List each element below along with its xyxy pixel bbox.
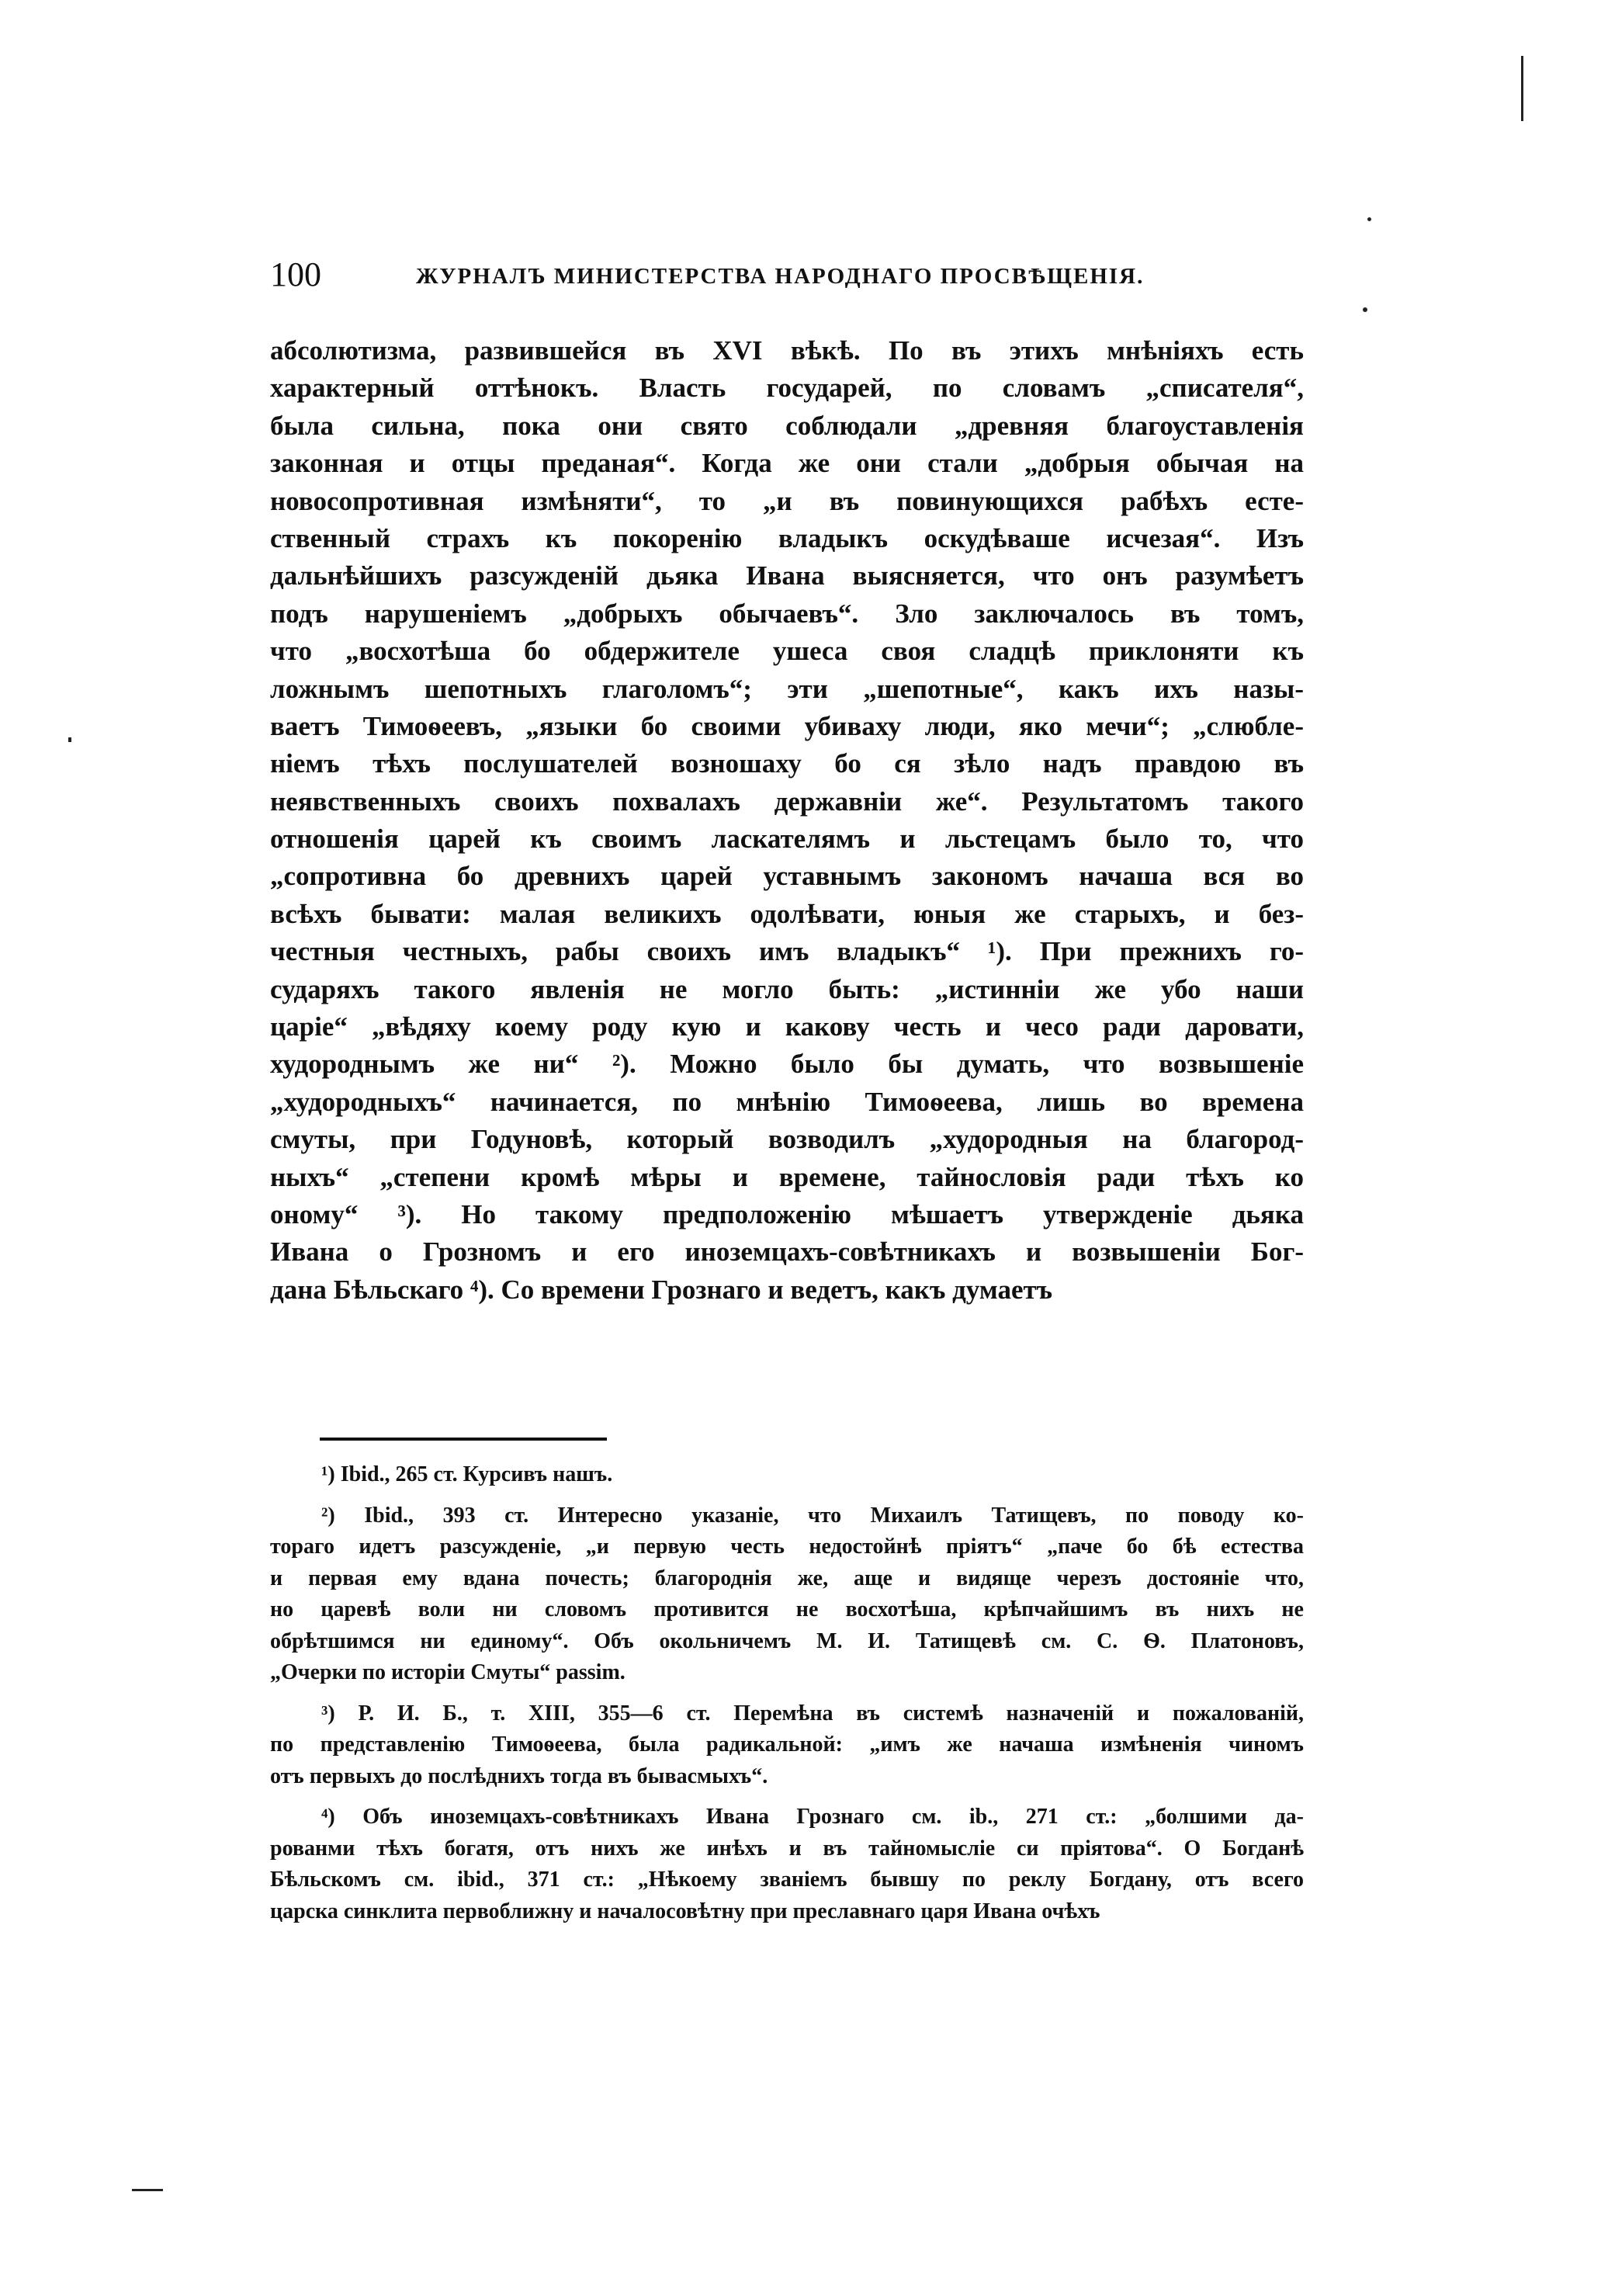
text-line: дальнѣйшихъ разсужденій дьяка Ивана выясняется, что онъ разумѣетъ [270,560,1304,591]
text-line: абсолютизма, развившейся въ XVI вѣкѣ. По въ этихъ мнѣніяхъ есть [270,335,1304,366]
main-text [270,332,1304,1309]
text-line: неявственныхъ своихъ похвалахъ державніи же“. Результатомъ такого [270,786,1304,817]
text-line: „сопротивна бо древнихъ царей уставнымъ закономъ начаша вся во [270,861,1304,892]
footnote-line: по представленію Тимоѳеева, была радикальной: „имъ же начаша измѣненія чиномъ [270,1732,1304,1757]
footnote-line: но царевѣ воли ни словомъ противится не восхотѣша, крѣпчайшимъ въ нихъ не [270,1597,1304,1621]
text-line: ваетъ Тимоѳеевъ, „языки бо своими убиваху люди, яко мечи“; „слюбле- [270,710,1304,741]
text-line: царіе“ „вѣдяху коему роду кую и какову честь и чесо ради даровати, [270,1011,1304,1042]
text-line: законная и отцы преданая“. Когда же они стали „добрыя обычая на [270,448,1304,479]
footnote-line: „Очерки по исторіи Смуты“ passim. [270,1660,625,1684]
footnote-line: Бѣльскомъ см. ibid., 371 ст.: „Нѣкоему званіемъ бывшу по реклу Богдану, отъ всего [270,1868,1304,1892]
text-line: честныя честныхъ, рабы своихъ имъ владыкъ“ ¹). При прежнихъ го- [270,936,1304,967]
footnotes [270,1459,1304,1937]
footnote-line: отъ первыхъ до послѣднихъ тогда въ бывасмыхъ“. [270,1764,768,1788]
scan-edge-mark [1521,56,1523,121]
text-line: ственный страхъ къ покоренію владыкъ оскудѣваше исчезая“. Изъ [270,522,1304,553]
text-line: была сильна, пока они свято соблюдали „древняя благоуставленія [270,410,1304,441]
text-line: оному“ ³). Но такому предположенію мѣшаетъ утвержденіе дьяка [270,1198,1304,1230]
text-line: ложнымъ шепотныхъ глаголомъ“; эти „шепотные“, какъ ихъ назы- [270,673,1304,704]
footnote-divider [320,1438,607,1441]
text-line: дана Бѣльскаго ⁴). Со времени Грознаго и ведетъ, какъ думаетъ [270,1274,1053,1305]
text-line: „худородныхъ“ начинается, по мнѣнію Тимоѳеева, лишь во времена [270,1086,1304,1117]
footnote-line: и первая ему вдана почесть; благороднія же, аще и видяще черезъ достояніе что, [270,1566,1304,1590]
running-title: ЖУРНАЛЪ МИНИСТЕРСТВА НАРОДНАГО ПРОСВѢЩЕНІЯ. [416,264,1145,289]
text-line: что „восхотѣша бо обдержителе ушеса своя сладцѣ приклоняти къ [270,636,1304,667]
text-line: Ивана о Грозномъ и его иноземцахъ-совѣтникахъ и возвышеніи Бог- [270,1236,1304,1268]
footnote-2 [270,1500,1304,1689]
footnote-3 [270,1698,1304,1793]
footnote-line: обрѣтшимся ни единому“. Объ окольничемъ М. И. Татищевѣ см. С. Ѳ. Платоновъ, [270,1628,1304,1653]
page-header [270,255,1302,301]
footnote-line: ⁴) Объ иноземцахъ-совѣтникахъ Ивана Грознаго см. ib., 271 ст.: „болшими да- [321,1805,1304,1829]
scan-dot [1367,217,1371,221]
text-line: новосопротивная измѣняти“, то „и въ повинующихся рабѣхъ есте- [270,485,1304,516]
text-line: подъ нарушеніемъ „добрыхъ обычаевъ“. Зло заключалось въ томъ, [270,598,1304,629]
page-number: 100 [270,255,321,293]
footnote-line: рованми тѣхъ богатя, отъ нихъ же инѣхъ и въ тайномысліе си пріятова“. О Богданѣ [270,1836,1304,1861]
footnote-line: ¹) Ibid., 265 ст. Курсивъ нашъ. [321,1462,613,1486]
text-line: отношенія царей къ своимъ ласкателямъ и льстецамъ было то, что [270,824,1304,855]
text-line: сударяхъ такого явленія не могло быть: „истинніи же убо наши [270,973,1304,1004]
footnote-1 [270,1459,1304,1491]
scan-dash [132,2189,163,2191]
footnote-line: царска синклита первоближну и началосовѣтну при преславнаго царя Ивана очѣхъ [270,1899,1100,1923]
scan-dot [68,737,71,742]
footnote-line: ³) Р. И. Б., т. XIII, 355—6 ст. Перемѣна въ системѣ назначеній и пожалованій, [321,1701,1304,1725]
scan-dot [1363,307,1367,312]
text-line: характерный оттѣнокъ. Власть государей, по словамъ „списателя“, [270,373,1304,404]
text-line: худороднымъ же ни“ ²). Можно было бы думать, что возвышеніе [270,1049,1304,1080]
text-line: смуты, при Годуновѣ, который возводилъ „худородныя на благород- [270,1124,1304,1155]
footnote-line: ²) Ibid., 393 ст. Интересно указаніе, что Михаилъ Татищевъ, по поводу ко- [321,1503,1304,1528]
text-line: ніемъ тѣхъ послушателей возношаху бо ся зѣло надъ правдою въ [270,748,1304,779]
footnote-4 [270,1802,1304,1927]
text-line: ныхъ“ „степени кромѣ мѣры и времене, тайнословія ради тѣхъ ко [270,1161,1304,1192]
footnote-line: тораго идетъ разсужденіе, „и первую честь недостойнѣ пріятъ“ „паче бо бѣ естества [270,1535,1304,1559]
text-line: всѣхъ бывати: малая великихъ одолѣвати, юныя же старыхъ, и без- [270,898,1304,929]
